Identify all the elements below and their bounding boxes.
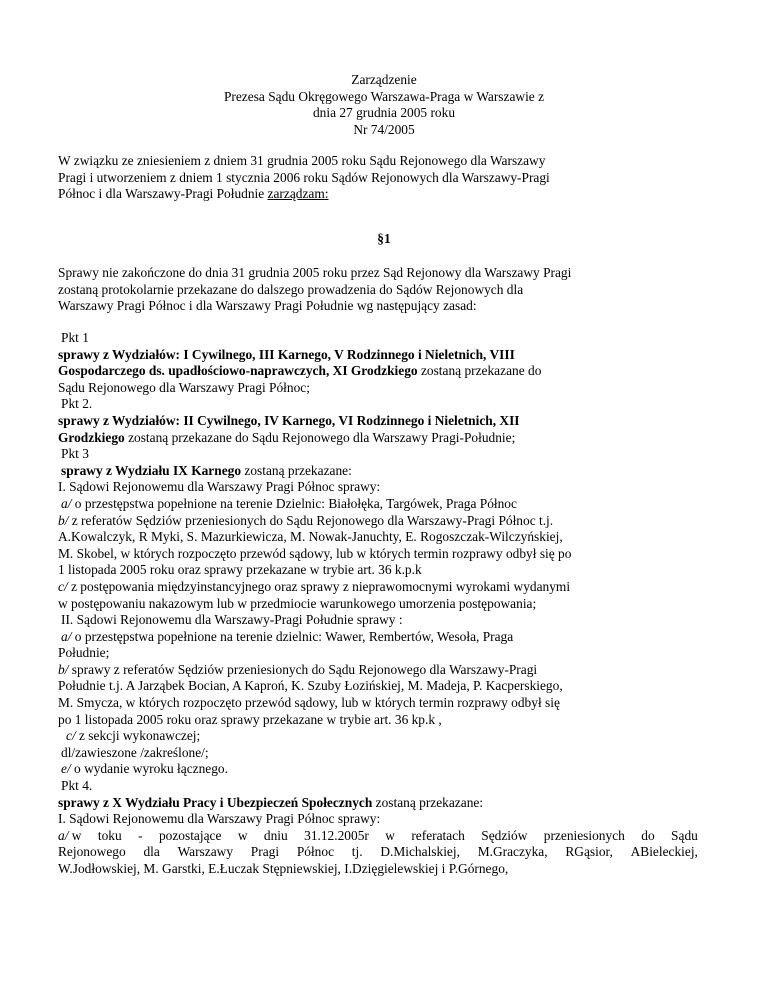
item-word: tj. xyxy=(351,844,363,860)
pkt2-bold: sprawy z Wydziałów: II Cywilnego, IV Karnego, VI Rodzinnego i Nieletnich, XII xyxy=(58,412,520,428)
pkt4-item xyxy=(58,828,698,845)
item-word: dla xyxy=(143,844,160,860)
pkt1-line xyxy=(58,347,698,364)
pkt4-bold: sprawy z X Wydziału Pracy i Ubezpieczeń Społecznych xyxy=(58,794,373,810)
pkt1-label: Pkt 1 xyxy=(61,330,89,345)
pkt3-section-i: I. Sądowi Rejonowemu dla Warszawy Pragi Północ sprawy: xyxy=(58,479,381,495)
paragraph-line: Warszawy Pragi Północ i dla Warszawy Pragi Południe wg następujący zasad: xyxy=(58,298,477,314)
item-mark: c/ xyxy=(58,578,68,594)
item-word: D.Michalskiej, xyxy=(380,844,460,860)
item-word: dniu xyxy=(263,827,288,843)
item-mark: a/ xyxy=(58,827,69,843)
item-word: w xyxy=(385,827,395,843)
item-word: toku xyxy=(97,827,122,843)
section-heading: §1 xyxy=(377,231,391,246)
pkt3-item-line: 1 listopada 2005 roku oraz sprawy przekazane w trybie art. 36 k.p.k xyxy=(58,562,422,578)
item-word: Pragi xyxy=(250,844,280,860)
heading-number: Nr 74/2005 xyxy=(353,121,415,137)
pkt2-label: Pkt 2. xyxy=(61,396,93,412)
pkt1-bold: sprawy z Wydziałów: I Cywilnego, III Karnego, V Rodzinnego i Nieletnich, VIII xyxy=(58,346,515,362)
item-mark: a/ xyxy=(61,495,72,511)
pkt3-item xyxy=(58,728,698,745)
pkt4-text: zostaną przekazane: xyxy=(372,794,484,810)
item-word: pozostające xyxy=(158,827,222,843)
pkt4-item-line xyxy=(58,844,698,861)
heading-title: Zarządzenie xyxy=(351,72,417,87)
item-word: RGąsior, xyxy=(565,844,613,860)
pkt1-line: Sądu Rejonowego dla Warszawy Pragi Północ; xyxy=(58,379,310,395)
pkt2-line xyxy=(58,430,698,447)
pkt3-line xyxy=(58,463,698,480)
item-word: ABieleckiej, xyxy=(630,844,698,860)
item-text: o wydanie wyroku łącznego. xyxy=(70,761,228,777)
pkt4-item-line: W.Jodłowskiej, M. Garstki, E.Łuczak Stępniewskiej, I.Dzięgielewskiej i P.Górnego, xyxy=(58,861,509,876)
pkt3-item-line: M. Smycza, w których rozpoczęto przewód sądowy, lub w których termin rozprawy odbył się xyxy=(58,695,560,711)
pkt2-line xyxy=(58,413,698,430)
pkt1-text: zostaną przekazane do xyxy=(417,363,542,379)
pkt1-bold: Gospodarczego ds. upadłościowo-naprawczych, XI Grodzkiego xyxy=(58,363,418,379)
intro-text: Północ i dla Warszawy-Pragi Południe xyxy=(58,186,268,202)
pkt4-line xyxy=(58,795,698,812)
pkt3-item: dl/zawieszone /zakreślone/; xyxy=(61,744,209,760)
item-word: w xyxy=(237,827,248,843)
paragraph-line: Sprawy nie zakończone do dnia 31 grudnia 2005 roku przez Sąd Rejonowy dla Warszawy Pragi xyxy=(58,265,572,280)
intro-line xyxy=(58,186,698,203)
item-mark: b/ xyxy=(58,512,69,528)
item-text: o przestępstwa popełnione na terenie dzielnic: Wawer, Rembertów, Wesoła, Praga xyxy=(71,628,514,644)
pkt2-text: zostaną przekazane do Sądu Rejonowego dla Warszawy Pragi-Południe; xyxy=(124,429,516,445)
intro-line: W związku ze zniesieniem z dniem 31 grudnia 2005 roku Sądu Rejonowego dla Warszawy xyxy=(58,153,546,168)
pkt1-line xyxy=(58,363,698,380)
pkt3-item-line: M. Skobel, w których rozpoczęto przewód sądowy, lub w których termin rozprawy odbył się po xyxy=(58,545,572,561)
item-word: - xyxy=(138,827,143,843)
item-mark: e/ xyxy=(61,761,71,777)
pkt3-item xyxy=(58,761,698,778)
pkt4-section-i: I. Sądowi Rejonowemu dla Warszawy Pragi Północ sprawy: xyxy=(58,811,381,827)
item-text: sprawy z referatów Sędziów przeniesionych do Sądu Rejonowego dla Warszawy-Pragi xyxy=(68,661,538,677)
pkt3-item xyxy=(58,662,698,679)
item-word: Sądu xyxy=(671,827,698,843)
item-text: z referatów Sędziów przeniesionych do Sądu Rejonowego dla Warszawy-Pragi Północ t.j. xyxy=(68,512,554,528)
pkt3-item xyxy=(58,496,698,513)
pkt3-item-line: A.Kowalczyk, R Myki, S. Mazurkiewicza, M. Nowak-Januchty, E. Rogoszczak-Wilczyńskiej, xyxy=(58,529,563,545)
item-mark: b/ xyxy=(58,661,69,677)
pkt3-text: zostaną przekazane: xyxy=(241,462,352,478)
heading-date: dnia 27 grudnia 2005 roku xyxy=(312,105,456,121)
heading-issuer: Prezesa Sądu Okręgowego Warszawa-Praga w Warszawie z xyxy=(223,88,545,104)
pkt4-label: Pkt 4. xyxy=(61,778,93,794)
pkt3-item-line: w postępowaniu nakazowym lub w przedmiocie warunkowego umorzenia postępowania; xyxy=(58,595,537,611)
pkt3-bold: sprawy z Wydziału IX Karnego xyxy=(61,462,242,478)
pkt3-item-line: Południe t.j. A Jarząbek Bocian, A Kaproń, K. Szuby Łozińskiej, M. Madeja, P. Kacperskiego, xyxy=(58,678,563,694)
intro-paragraph xyxy=(58,153,698,203)
item-word: a/ w xyxy=(58,827,82,843)
pkt3-item xyxy=(58,513,698,530)
item-mark: a/ xyxy=(61,628,72,644)
item-text: z postępowania międzyinstancyjnego oraz sprawy z nieprawomocnymi wyrokami wydanymi xyxy=(67,578,571,594)
item-word: 31.12.2005r xyxy=(304,827,369,843)
pkt2-bold: Grodzkiego xyxy=(58,429,125,445)
pkt3-item-line: Południe; xyxy=(58,645,110,661)
item-word: Rejonowego xyxy=(58,844,126,860)
document-heading xyxy=(0,72,768,138)
paragraph-line: zostaną protokolarnie przekazane do dalszego prowadzenia do Sądów Rejonowych dla xyxy=(58,281,524,297)
intro-decree-word: zarządzam: xyxy=(267,186,329,202)
pkt3-item-line: po 1 listopada 2005 roku oraz sprawy przekazane w trybie art. 36 kp.k , xyxy=(58,711,442,727)
item-text: o przestępstwa popełnione na terenie Dzielnic: Białołęka, Targówek, Praga Północ xyxy=(71,495,517,511)
section-paragraph xyxy=(58,265,698,315)
item-text: z sekcji wykonawczej; xyxy=(75,728,201,744)
item-word: przeniesionych xyxy=(543,827,625,843)
intro-line: Pragi i utworzeniem z dniem 1 stycznia 2006 roku Sądów Rejonowych dla Warszawy-Pragi xyxy=(58,169,550,185)
pkt3-item xyxy=(58,629,698,646)
pkt3-label: Pkt 3 xyxy=(61,446,89,462)
pkt3-section-ii: II. Sądowi Rejonowemu dla Warszawy-Pragi Południe sprawy : xyxy=(61,612,403,628)
item-word: Północ xyxy=(296,844,335,860)
pkt3-item xyxy=(58,579,698,596)
item-word: referatach xyxy=(411,827,465,843)
item-word: Warszawy xyxy=(177,844,234,860)
item-word: do xyxy=(641,827,655,843)
item-word: Sędziów xyxy=(481,827,528,843)
item-mark: c/ xyxy=(66,728,76,744)
item-word: M.Graczyka, xyxy=(477,844,548,860)
points-list xyxy=(58,330,698,878)
